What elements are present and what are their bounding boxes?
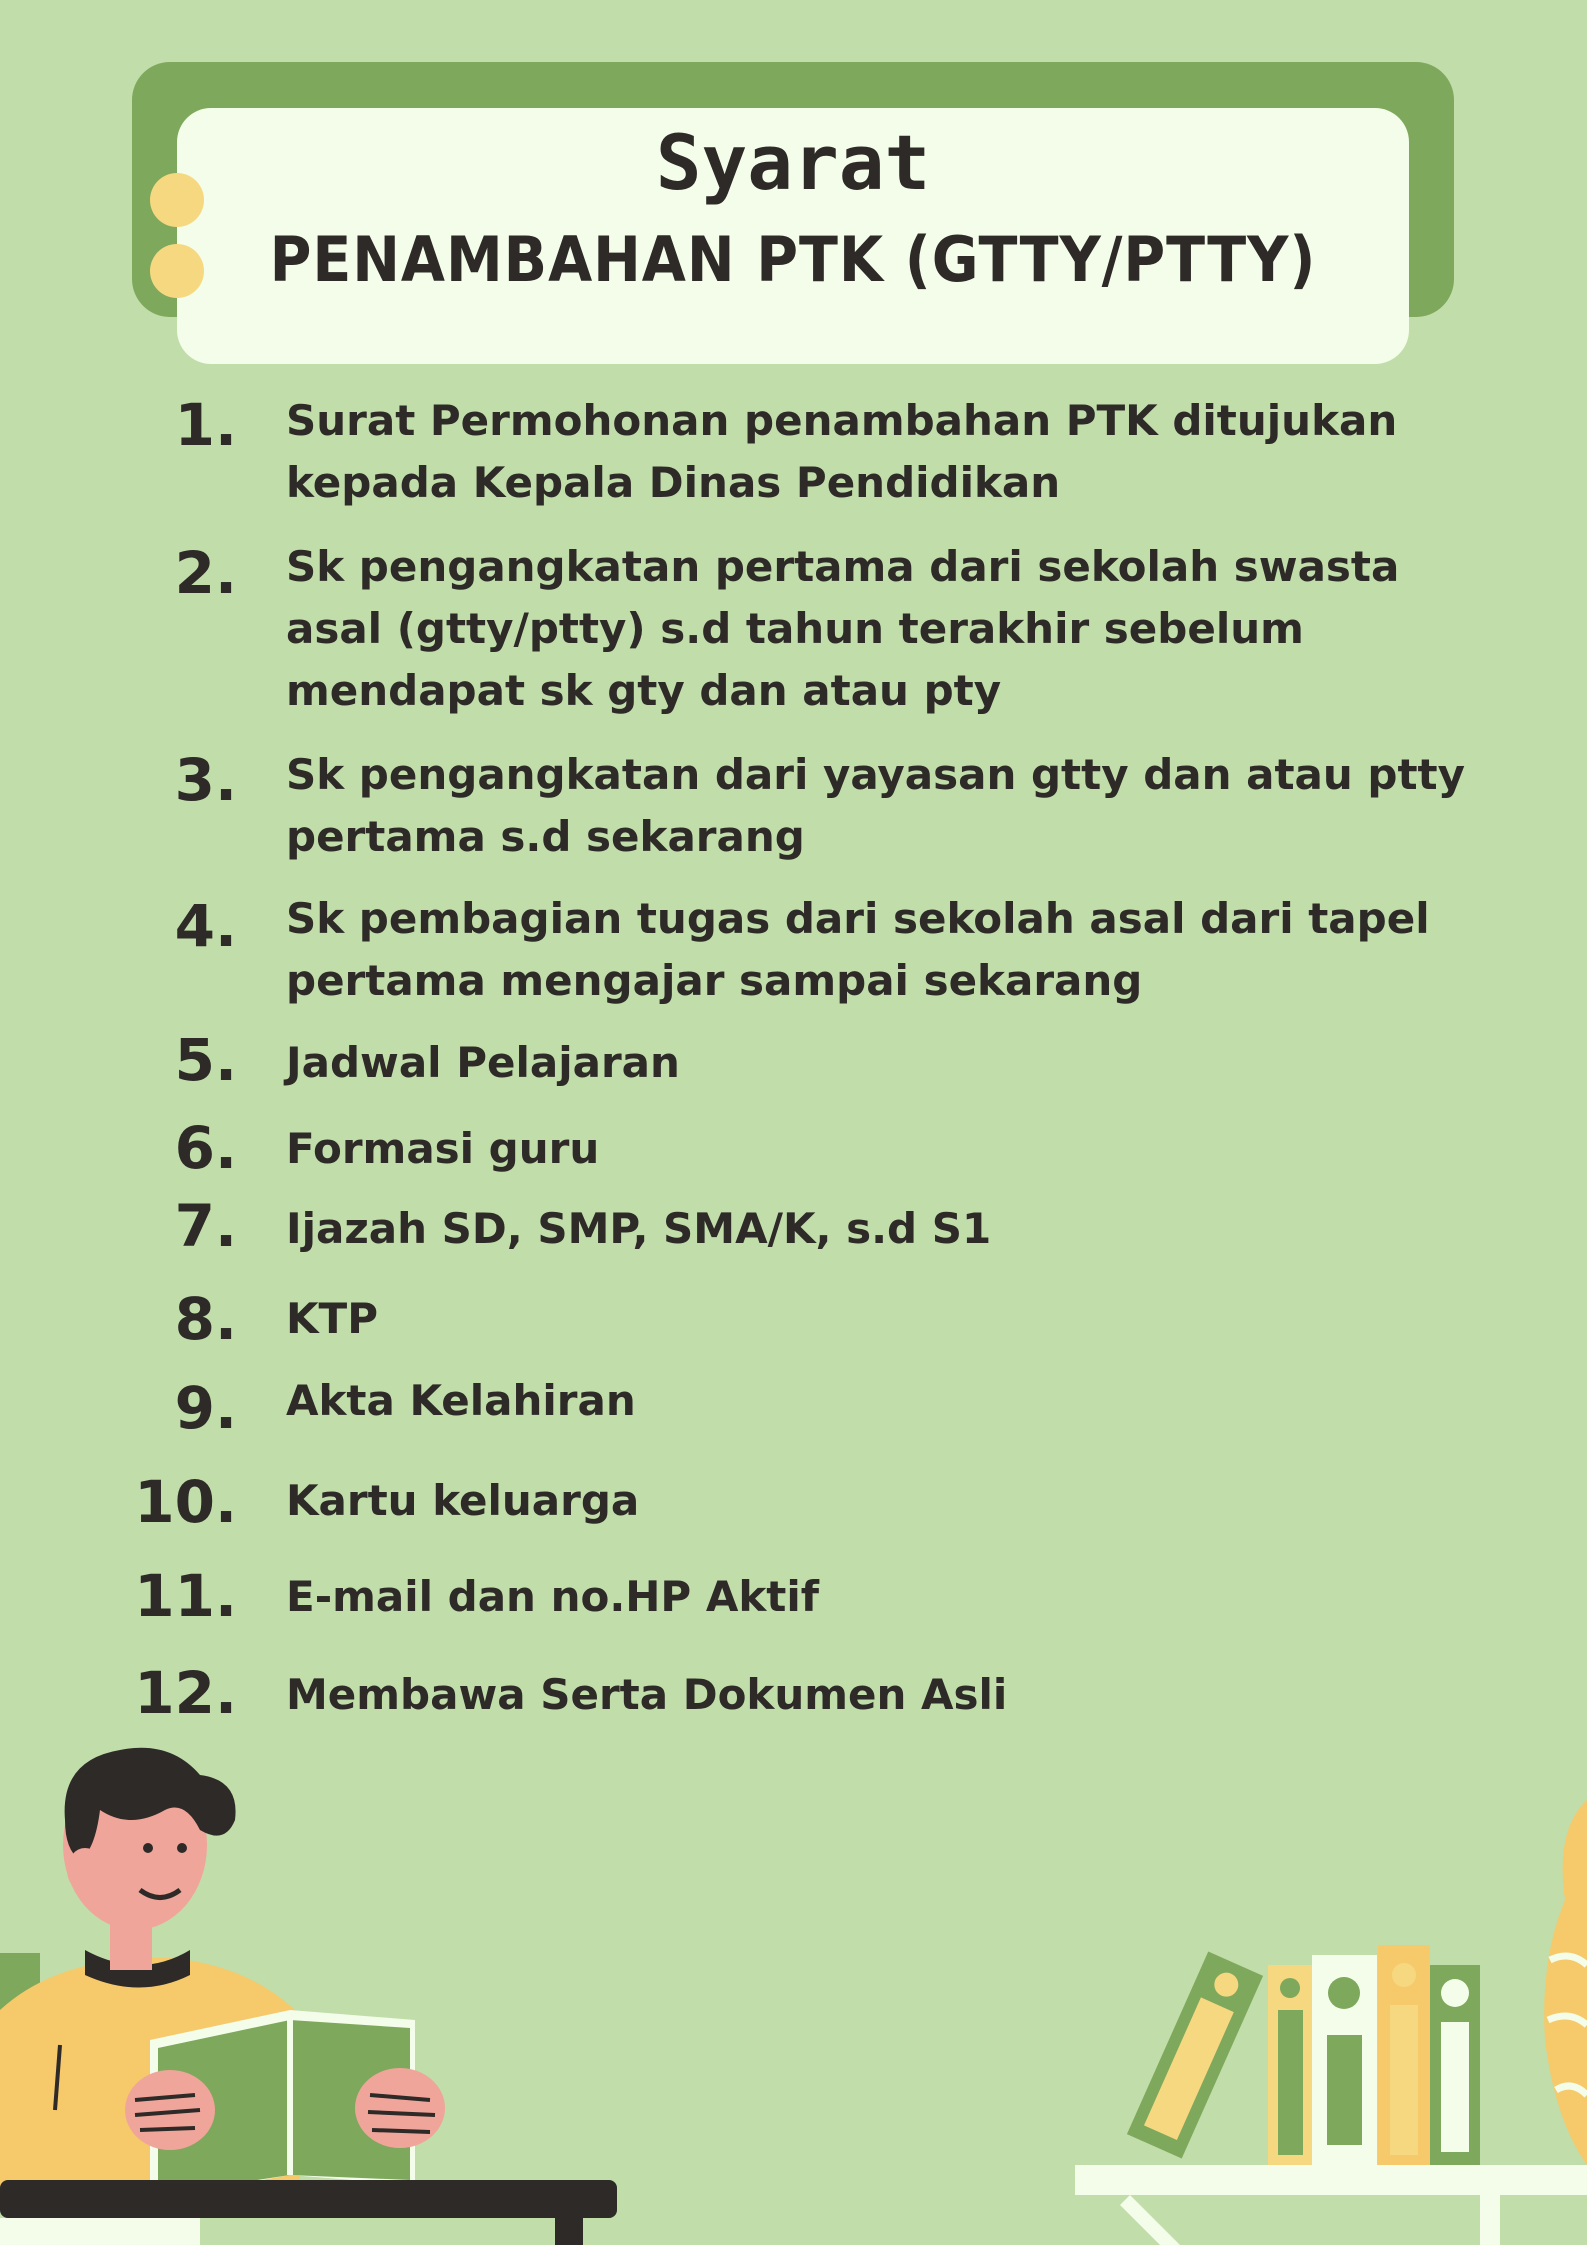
item-number: 6. [174, 1114, 237, 1182]
item-text: Jadwal Pelajaran [286, 1038, 680, 1087]
bookshelf-icon [1075, 1945, 1587, 2245]
item-number: 11. [134, 1562, 237, 1630]
title-syarat: Syarat [655, 118, 931, 207]
item-number: 3. [174, 746, 237, 814]
item-text: Kartu keluarga [286, 1476, 640, 1525]
item-number: 5. [174, 1026, 237, 1094]
item-number: 2. [174, 539, 237, 607]
item-text: Sk pengangkatan pertama dari sekolah swasta asal (gtty/ptty) s.d tahun terakhir sebelum mendapat sk gty dan atau pty [286, 542, 1400, 715]
title-main: PENAMBAHAN PTK (GTTY/PTTY) [269, 223, 1317, 296]
item-text: Ijazah SD, SMP, SMA/K, s.d S1 [286, 1204, 992, 1253]
item-number: 8. [174, 1285, 237, 1353]
item-text: Surat Permohonan penambahan PTK ditujukan kepada Kepala Dinas Pendidikan [286, 396, 1398, 507]
item-text: KTP [286, 1294, 378, 1343]
vase-icon [1544, 1800, 1587, 2165]
item-text: E-mail dan no.HP Aktif [286, 1572, 820, 1621]
item-text: Sk pembagian tugas dari sekolah asal dari tapel pertama mengajar sampai sekarang [286, 894, 1430, 1005]
item-number: 12. [134, 1659, 237, 1727]
item-number: 9. [174, 1374, 237, 1442]
person-reading-book-icon [0, 1748, 617, 2245]
item-number: 1. [174, 391, 237, 459]
item-text: Membawa Serta Dokumen Asli [286, 1670, 1008, 1719]
item-text: Sk pengangkatan dari yayasan gtty dan atau ptty pertama s.d sekarang [286, 750, 1466, 861]
item-number: 4. [174, 892, 237, 960]
item-number: 10. [134, 1468, 237, 1536]
item-number: 7. [174, 1192, 237, 1260]
item-text: Formasi guru [286, 1124, 600, 1173]
item-text: Akta Kelahiran [286, 1376, 636, 1425]
